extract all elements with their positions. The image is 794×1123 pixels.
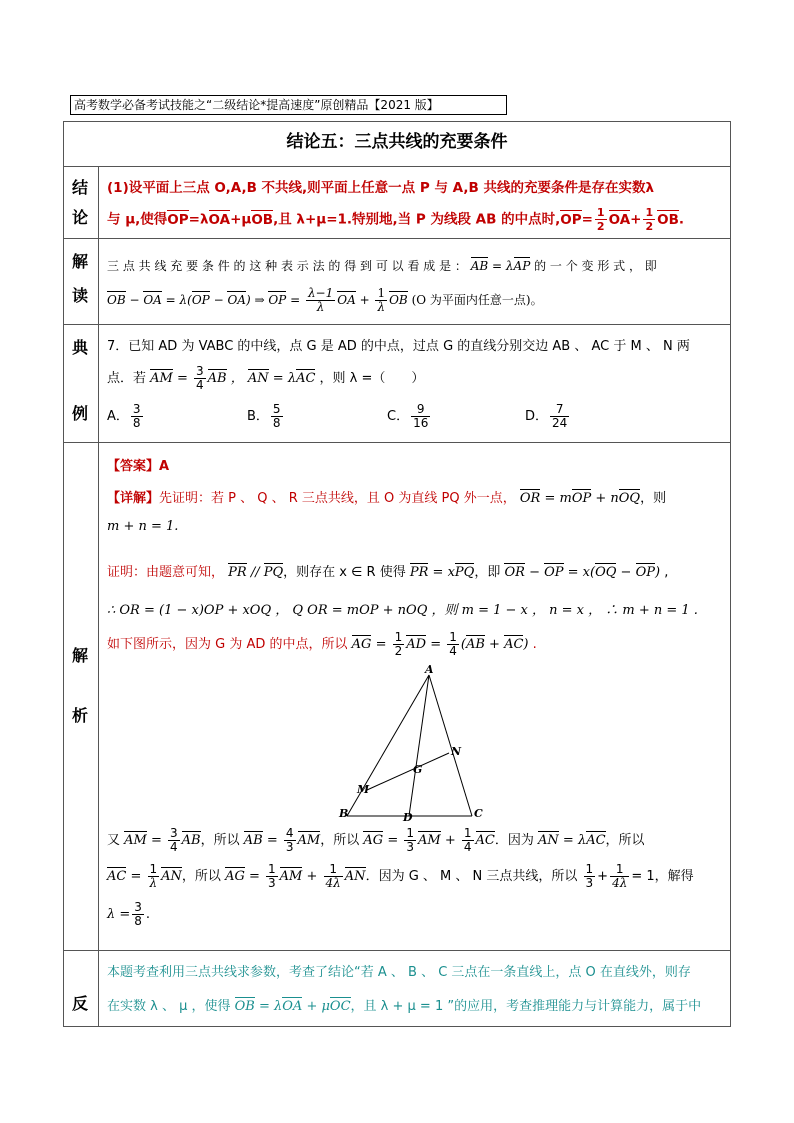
label-g: G: [413, 763, 423, 776]
option-a[interactable]: A． $\frac{3}{8}$: [107, 402, 141, 430]
label-a: A: [425, 663, 434, 676]
triangle-figure: [337, 663, 497, 824]
label-n: N: [451, 745, 462, 758]
conclusion-label: 结 论: [64, 167, 99, 239]
conclusion-table: [63, 121, 731, 1027]
page-title: 结论五：三点共线的充要条件: [286, 132, 508, 152]
option-c[interactable]: C． $\frac{9}{16}$: [387, 402, 429, 430]
document-header: 高考数学必备考试技能之“二级结论*提高速度”原创精品【2021 版】: [70, 95, 507, 115]
label-c: C: [474, 807, 483, 820]
example-row: 典 例 7．已知 AD 为 VABC 的中线，点 G 是 AD 的中点，过点 G 的直线分别交边 AB 、 AC 于 M 、 N 两 点．若 AM = $\frac{3}{4}$ AB ， AN = λAC ，则 λ =（ ） A． $\frac{3}{8}$ B． $\frac{5}{8}$ C． $\frac{9}{16}$ D． $\frac{7}{24}$: [64, 324, 730, 443]
label-m: M: [357, 783, 370, 796]
reflection-row: 反 本题考查利用三点共线求参数，考查了结论“若 A 、 B 、 C 三点在一条直线上，点 O 在直线外，则存 在实数 λ 、 μ ，使得 OB = λOA + μOC，且 λ + μ = 1 ”的应用，考查推理能力与计算能力，属于中: [64, 950, 730, 1027]
conclusion-row: 结 论 (1)设平面上三点 O,A,B 不共线,则平面上任意一点 P 与 A,B 共线的充要条件是存在实数λ 与 μ,使得OP=λOA+μOB,且 λ+μ=1.特别地,当 P 为线段 AB 的中点时,OP= $\frac{1}{2}$ OA+ $\frac{1}{2}$ OB.: [64, 166, 730, 239]
option-b[interactable]: B． $\frac{5}{8}$: [247, 402, 281, 430]
option-d[interactable]: D． $\frac{7}{24}$: [525, 402, 568, 430]
interpretation-row: 解 读 三 点 共 线 充 要 条 件 的 这 种 表 示 法 的 得 到 可 以 看 成 是 ： AB = λAP 的 一 个 变 形 式 ， 即 OB − OA = λ(OP − OA) ⇒ OP = $\frac{\lambda-1}{\lambda}$ OA + $\frac{1}{\lambda}$ OB (O 为平面内任意一点)。: [64, 238, 730, 325]
label-b: B: [339, 807, 349, 820]
analysis-row: 解 析 【答案】A 【详解】先证明：若 P 、 Q 、 R 三点共线，且 O 为直线 PQ 外一点， OR = mOP + nOQ，则 m + n = 1. 证明：由题意可知， PR // PQ，则存在 x ∈ R 使得 PR = xPQ，即 OR − OP = x(OQ − OP) , ∴ OR = (1 − x)OP + xOQ ， Q OR = mOP + nOQ ，则 m = 1 − x ， n = x ， ∴ m + n = 1 . 如下图所示，因为 G 为 AD 的中点，所以 AG = $\frac{1}{2}$ AD = $\frac{1}{4}$ (AB + AC) . A N G M B D C 又 AM = $\frac{3}{4}$ AB，所以 AB = $\frac{4}{3}$ AM，所以 AG = $\frac{1}{3}$ AM + $\frac{1}{4}$ AC．因为 AN = λAC，所以 AC = $\frac{1}{\lambda}$ AN，所以 AG = $\frac{1}{3}$ AM + $\frac{1}{4\lambda}$ AN．因为 G 、 M 、 N 三点共线，所以 $\frac{1}{3}$ + $\frac{1}{4\lambda}$ = 1，解得 λ = $\frac{3}{8}$ .: [64, 442, 730, 951]
example-label: 典 例: [64, 325, 99, 443]
analysis-label: 解 析: [64, 443, 99, 951]
interpretation-label: 解 读: [64, 239, 99, 325]
reflection-label: 反: [64, 951, 99, 1027]
label-d: D: [403, 811, 413, 824]
